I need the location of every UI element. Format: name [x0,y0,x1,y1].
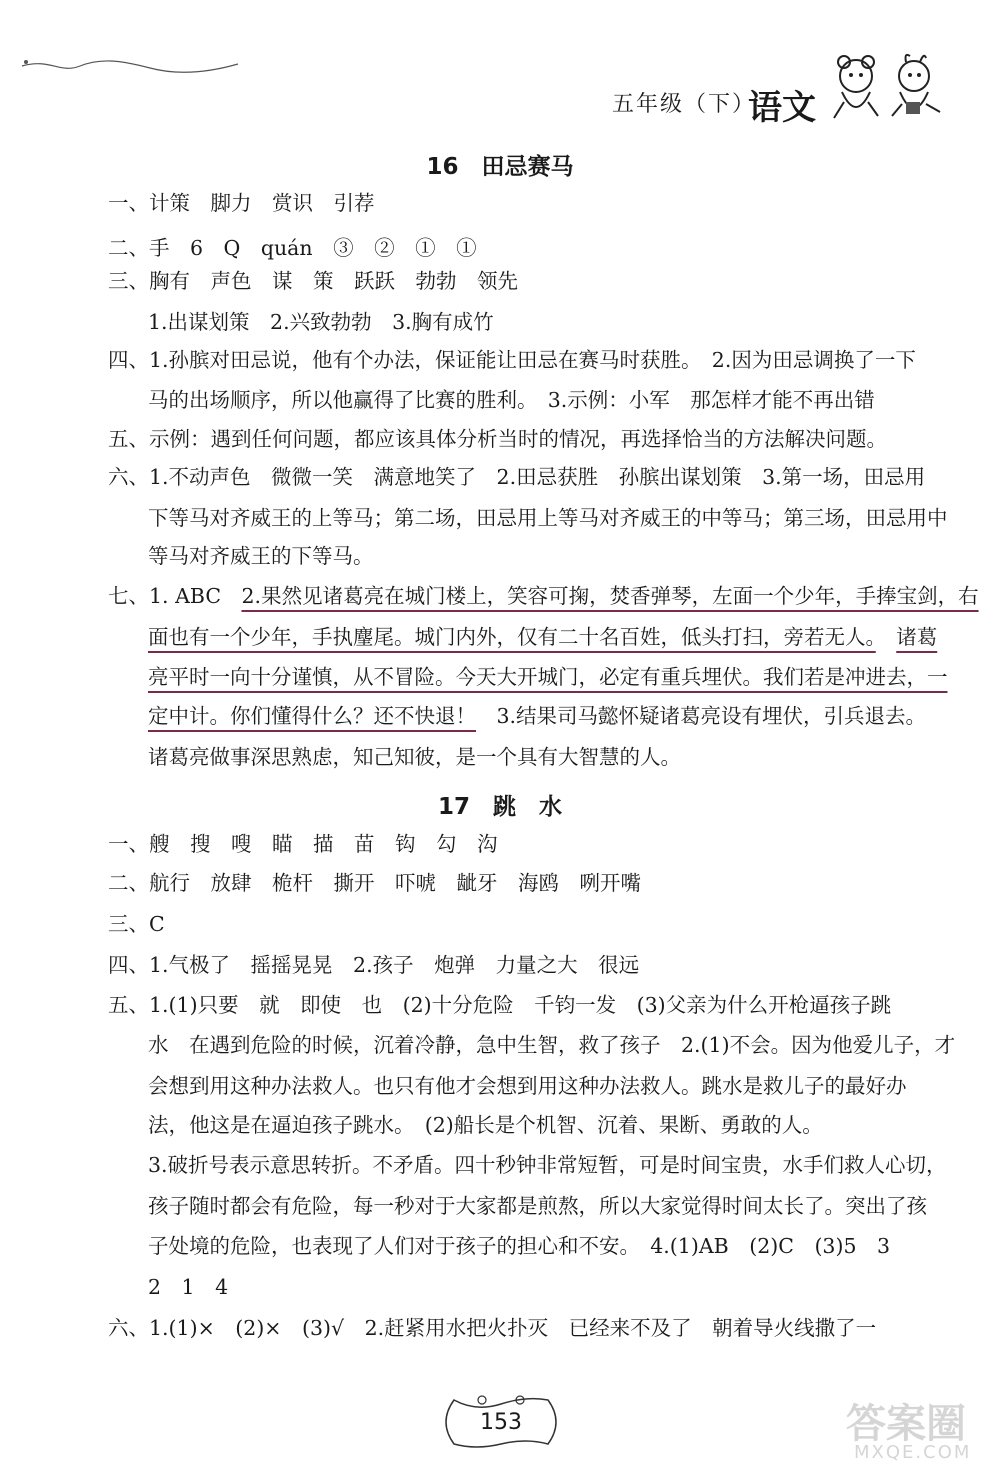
answer-line: 二、手 6 Q quán ③ ② ① ① [108,236,477,260]
answer-line [148,667,948,688]
answer-line: 五、1.(1)只要 就 即使 也 (2)十分危险 千钧一发 (3)父亲为什么开枪逼孩子跳 [108,993,892,1017]
answer-line: 一、计策 脚力 赏识 引荐 [108,191,375,215]
watermark [846,1380,996,1470]
answer-text: 七、1. ABC [108,584,242,608]
underlined-answer: 亮平时一向十分谨慎，从不冒险。今天大开城门，必定有重兵埋伏。我们若是冲进去，一 [148,665,948,689]
answer-line [148,706,926,727]
underlined-answer: 定中计。你们懂得什么？还不快退！ [148,704,476,728]
header-decoration-line [20,56,240,76]
answer-line: 3.破折号表示意思转折。不矛盾。四十秒钟非常短暂，可是时间宝贵，水手们救人心切， [148,1153,947,1177]
page-number: 153 [480,1410,522,1435]
answer-line: 2 1 4 [148,1275,229,1299]
answer-line: 四、1.孙膑对田忌说，他有个办法，保证能让田忌在赛马时获胜。 2.因为田忌调换了一下 [108,348,916,372]
answer-line: 下等马对齐威王的上等马；第二场，田忌用上等马对齐威王的中等马；第三场，田忌用中 [148,506,948,530]
answer-text: 3.结果司马懿怀疑诸葛亮设有埋伏，引兵退去。 [476,704,927,728]
answer-line: 四、1.气极了 摇摇晃晃 2.孩子 炮弹 力量之大 很远 [108,953,640,977]
answer-line: 孩子随时都会有危险，每一秒对于大家都是煎熬，所以大家觉得时间太长了。突出了孩 [148,1194,927,1218]
underlined-answer: 2.果然见诸葛亮在城门楼上，笑容可掬，焚香弹琴，左面一个少年，手捧宝剑，右 [241,584,979,608]
answer-line: 1.出谋划策 2.兴致勃勃 3.胸有成竹 [148,310,494,334]
answer-line: 会想到用这种办法救人。也只有他才会想到用这种办法救人。跳水是救儿子的最好办 [148,1074,907,1098]
answer-gap [876,625,897,649]
answer-line [148,627,937,648]
section-title-17: 17 跳 水 [437,794,562,820]
answer-line: 水 在遇到危险的时候，沉着冷静，急中生智，救了孩子 2.(1)不会。因为他爱儿子，才 [148,1033,956,1057]
answer-line: 六、1.不动声色 微微一笑 满意地笑了 2.田忌获胜 孙膑出谋划策 3.第一场，田忌用 [108,465,926,489]
answer-line: 子处境的危险，也表现了人们对于孩子的担心和不安。 4.(1)AB (2)C (3)5 3 [148,1234,891,1258]
answer-line: 一、艘 搜 嗖 瞄 描 苗 钩 勾 沟 [108,832,498,856]
answer-line: 六、1.(1)× (2)× (3)√ 2.赶紧用水把火扑灭 已经来不及了 朝着导火线撒了一 [108,1316,877,1340]
answer-line: 法，他这是在逼迫孩子跳水。 (2)船长是个机智、沉着、果断、勇敢的人。 [148,1113,823,1137]
header-grade: 五年级（下） [612,92,757,117]
underlined-answer: 面也有一个少年，手执麈尾。城门内外，仅有二十名百姓，低头打扫，旁若无人。 [148,625,876,649]
answer-line: 五、示例：遇到任何问题，都应该具体分析当时的情况，再选择恰当的方法解决问题。 [108,427,887,451]
section-title-16: 16 田忌赛马 [426,154,574,180]
answer-line: 二、航行 放肆 桅杆 撕开 吓唬 龇牙 海鸥 咧开嘴 [108,871,641,895]
answer-line: 诸葛亮做事深思熟虑，知己知彼，是一个具有大智慧的人。 [148,745,681,769]
answer-line: 等马对齐威王的下等马。 [148,544,374,568]
header-subject: 语文 [748,88,816,128]
page-number-badge [436,1392,566,1452]
bears-illustration-icon [822,52,950,130]
answer-line: 三、C [108,912,165,936]
watermark-url: MXQE.COM [854,1442,972,1463]
answer-line [108,586,979,607]
answer-line: 马的出场顺序，所以他赢得了比赛的胜利。 3.示例：小军 那怎样才能不再出错 [148,388,875,412]
underlined-answer: 诸葛 [896,625,938,649]
watermark-text: 答案圈 [846,1401,966,1447]
answer-line: 三、胸有 声色 谋 策 跃跃 勃勃 领先 [108,269,518,293]
